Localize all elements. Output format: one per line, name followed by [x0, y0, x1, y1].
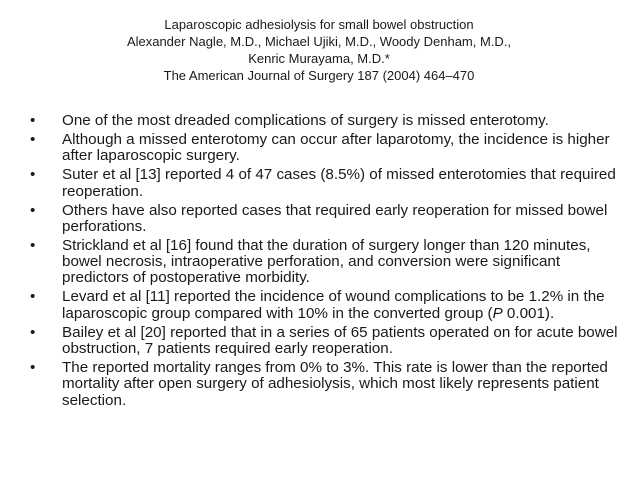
- authors-line-2: Kenric Murayama, M.D.*: [248, 51, 390, 66]
- bullet-item: [30, 132, 626, 165]
- bullet-text-after: 0.001).: [502, 304, 555, 322]
- journal-reference: The American Journal of Surgery 187 (2004) 464–470: [163, 68, 475, 83]
- bullet-item: [30, 167, 626, 200]
- bullet-text: Suter et al [13] reported 4 of 47 cases (8.5%) of missed enterotomies that required reoperation.: [62, 166, 616, 200]
- article-title: Laparoscopic adhesiolysis for small bowel obstruction: [164, 17, 474, 32]
- bullet-item: [30, 238, 626, 287]
- bullet-icon: •: [30, 130, 36, 148]
- bullet-item: [30, 325, 626, 358]
- bullet-text: Bailey et al [20] reported that in a series of 65 patients operated on for acute bowel obstruction, 7 patients required early reoperation.: [62, 323, 618, 357]
- bullet-icon: •: [30, 236, 36, 254]
- bullet-item: [30, 203, 626, 236]
- citation-header: [0, 16, 638, 84]
- bullet-text: Strickland et al [16] found that the duration of surgery longer than 120 minutes, bowel necrosis, intraoperative perforation, and conversion were significant predictors of postoperative morbidity.: [62, 236, 591, 287]
- authors-line-1: Alexander Nagle, M.D., Michael Ujiki, M.D., Woody Denham, M.D.,: [126, 34, 512, 49]
- bullet-icon: •: [30, 358, 36, 376]
- bullet-list: [30, 113, 626, 412]
- bullet-text: Although a missed enterotomy can occur after laparotomy, the incidence is higher after laparoscopic surgery.: [62, 130, 610, 165]
- bullet-icon: •: [30, 323, 36, 341]
- bullet-text-before: Levard et al [11] reported the incidence of wound complications to be 1.2% in the laparoscopic group compared with 10% in the converted group (: [62, 288, 605, 322]
- bullet-item: [30, 360, 626, 409]
- bullet-icon: •: [30, 201, 36, 219]
- bullet-icon: •: [30, 288, 36, 306]
- bullet-text: One of the most dreaded complications of surgery is missed enterotomy.: [62, 112, 549, 129]
- bullet-item: [30, 289, 626, 322]
- bullet-item: [30, 113, 626, 129]
- bullet-icon: •: [30, 166, 36, 184]
- p-value-symbol: P: [492, 304, 503, 322]
- bullet-icon: •: [30, 112, 36, 129]
- bullet-text: Others have also reported cases that required early reoperation for missed bowel perforations.: [62, 201, 608, 235]
- bullet-text: [62, 289, 626, 322]
- bullet-text: The reported mortality ranges from 0% to 3%. This rate is lower than the reported mortality after open surgery of adhesiolysis, which most likely represents patient selection.: [62, 358, 608, 409]
